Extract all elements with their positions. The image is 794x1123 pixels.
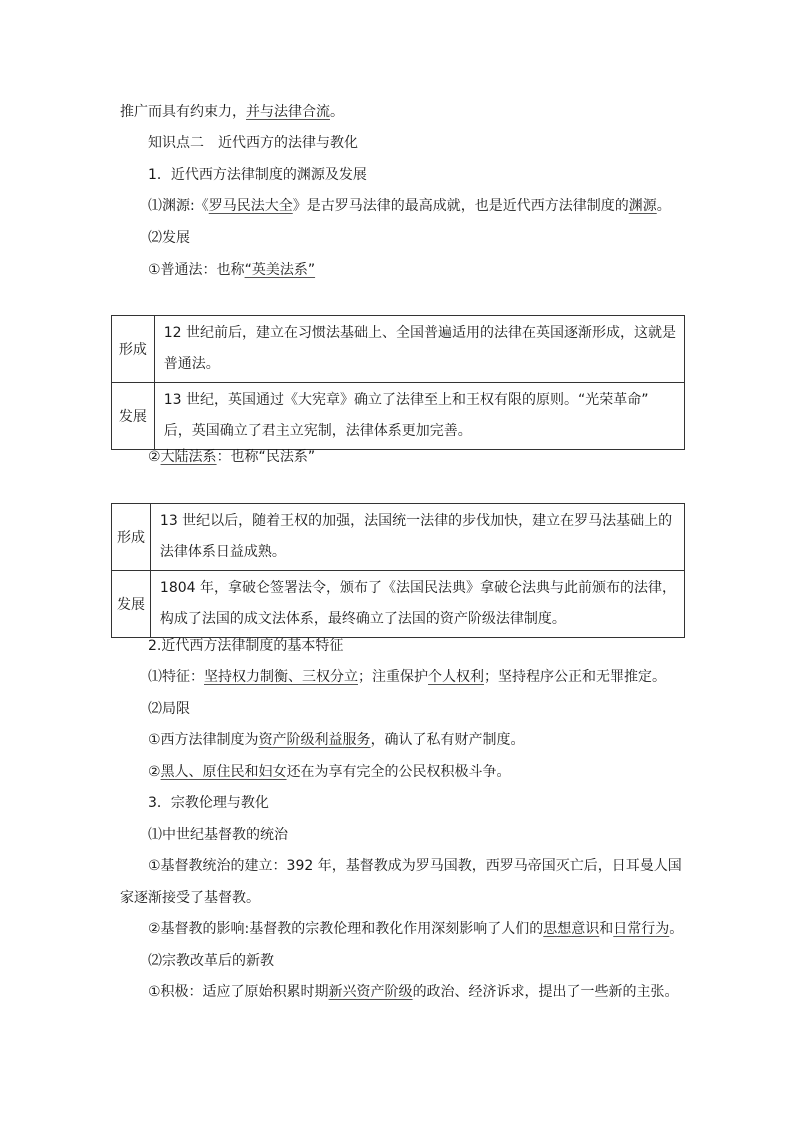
common-law-table (111, 315, 685, 450)
cell-line: 1804 年，拿破仑签署法令，颁布了《法国民法典》拿破仑法典与此前颁布的法律， (159, 580, 676, 596)
text-line (148, 730, 525, 750)
underlined-term: 新兴资产阶级 (328, 984, 413, 1000)
text-line (148, 982, 679, 1002)
row-content (154, 383, 684, 450)
underlined-term: 坚持权力制衡、三权分立 (204, 669, 358, 685)
table-row (112, 504, 685, 571)
text-line (148, 196, 671, 216)
text-line (148, 667, 666, 687)
row-header: 形成 (112, 316, 155, 383)
underlined-term: 罗马民法大全 (208, 198, 293, 214)
text-line (148, 856, 682, 876)
text-span: ①普通法：也称 (148, 262, 245, 278)
row-header: 发展 (112, 571, 151, 638)
underlined-term: 黑人、原住民和妇女 (160, 764, 287, 780)
text-line (148, 762, 511, 782)
text-line (148, 919, 683, 939)
text-span: 还在为享有完全的公民权积极斗争。 (286, 764, 511, 780)
text-span: 的政治、经济诉求，提出了一些新的主张。 (412, 984, 679, 1000)
text-span: ①西方法律制度为 (148, 732, 259, 748)
row-content (150, 571, 684, 638)
underlined-term: 思想意识 (543, 921, 600, 937)
underlined-term: 个人权利 (428, 669, 484, 685)
text-line (120, 102, 344, 122)
text-line (148, 447, 315, 467)
text-span: 。 (669, 921, 684, 937)
text-line (148, 260, 315, 280)
text-span: ；注重保护 (358, 669, 428, 685)
cell-line: 法律体系日益成熟。 (159, 544, 286, 560)
subheading: 2.近代西方法律制度的基本特征 (148, 638, 344, 654)
cell-line: 12 世纪前后，建立在习惯法基础上、全国普遍适用的法律在英国逐渐形成，这就是 (163, 325, 676, 341)
cell-line: 普通法。 (163, 356, 220, 372)
text-span: ：也称“民法系” (216, 449, 316, 465)
underlined-term: “英美法系” (244, 262, 316, 278)
text-span: ①基督教统治的建立：392 年，基督教成为罗马国教，西罗马帝国灭亡后，日耳曼人国 (148, 858, 682, 874)
subheading: 3．宗教伦理与教化 (148, 795, 269, 811)
text-span: ⑴特征： (148, 669, 204, 685)
underlined-term: 日常行为 (613, 921, 670, 937)
cell-line: 13 世纪，英国通过《大宪章》确立了法律至上和王权有限的原则。“光荣革命” (163, 392, 649, 408)
row-header: 形成 (112, 504, 151, 571)
underlined-term: 并与法律合流 (246, 104, 330, 120)
row-content (154, 316, 684, 383)
text-span: ②基督教的影响:基督教的宗教伦理和教化作用深刻影响了人们的 (148, 921, 544, 937)
text-span: ①积极：适应了原始积累时期 (148, 984, 329, 1000)
civil-law-table (111, 503, 685, 638)
table-row (112, 383, 685, 450)
text-span: 》是古罗马法律的最高成就，也是近代西方法律制度的 (292, 198, 629, 214)
row-header: 发展 (112, 383, 155, 450)
cell-line: 构成了法国的成文法体系，最终确立了法国的资产阶级法律制度。 (159, 611, 566, 627)
text-span: ⑴渊源:《 (148, 198, 209, 214)
table-row (112, 571, 685, 638)
text-line: 家逐渐接受了基督教。 (120, 890, 260, 906)
subheading: ⑴中世纪基督教的统治 (148, 827, 288, 843)
underlined-term: 渊源 (628, 198, 657, 214)
subheading: ⑵局限 (148, 701, 190, 717)
underlined-term: 大陆法系 (160, 449, 217, 465)
text-span: 。 (330, 104, 344, 120)
text-span: ② (148, 764, 161, 780)
text-span: 。 (656, 198, 671, 214)
section-heading: 知识点二 近代西方的法律与教化 (148, 135, 358, 151)
table-row (112, 316, 685, 383)
text-span: ，确认了私有财产制度。 (370, 732, 525, 748)
subheading: ⑵宗教改革后的新教 (148, 953, 274, 969)
underlined-term: 资产阶级利益服务 (258, 732, 371, 748)
subheading: 1．近代西方法律制度的渊源及发展 (148, 167, 367, 183)
row-content (150, 504, 684, 571)
text-span: 推广而具有约束力， (120, 104, 246, 120)
subheading: ⑵发展 (148, 230, 190, 246)
text-span: 和 (599, 921, 614, 937)
cell-line: 13 世纪以后，随着王权的加强，法国统一法律的步伐加快，建立在罗马法基础上的 (159, 513, 673, 529)
cell-line: 后，英国确立了君主立宪制，法律体系更加完善。 (163, 423, 472, 439)
text-span: ② (148, 449, 161, 465)
text-span: ；坚持程序公正和无罪推定。 (484, 669, 666, 685)
